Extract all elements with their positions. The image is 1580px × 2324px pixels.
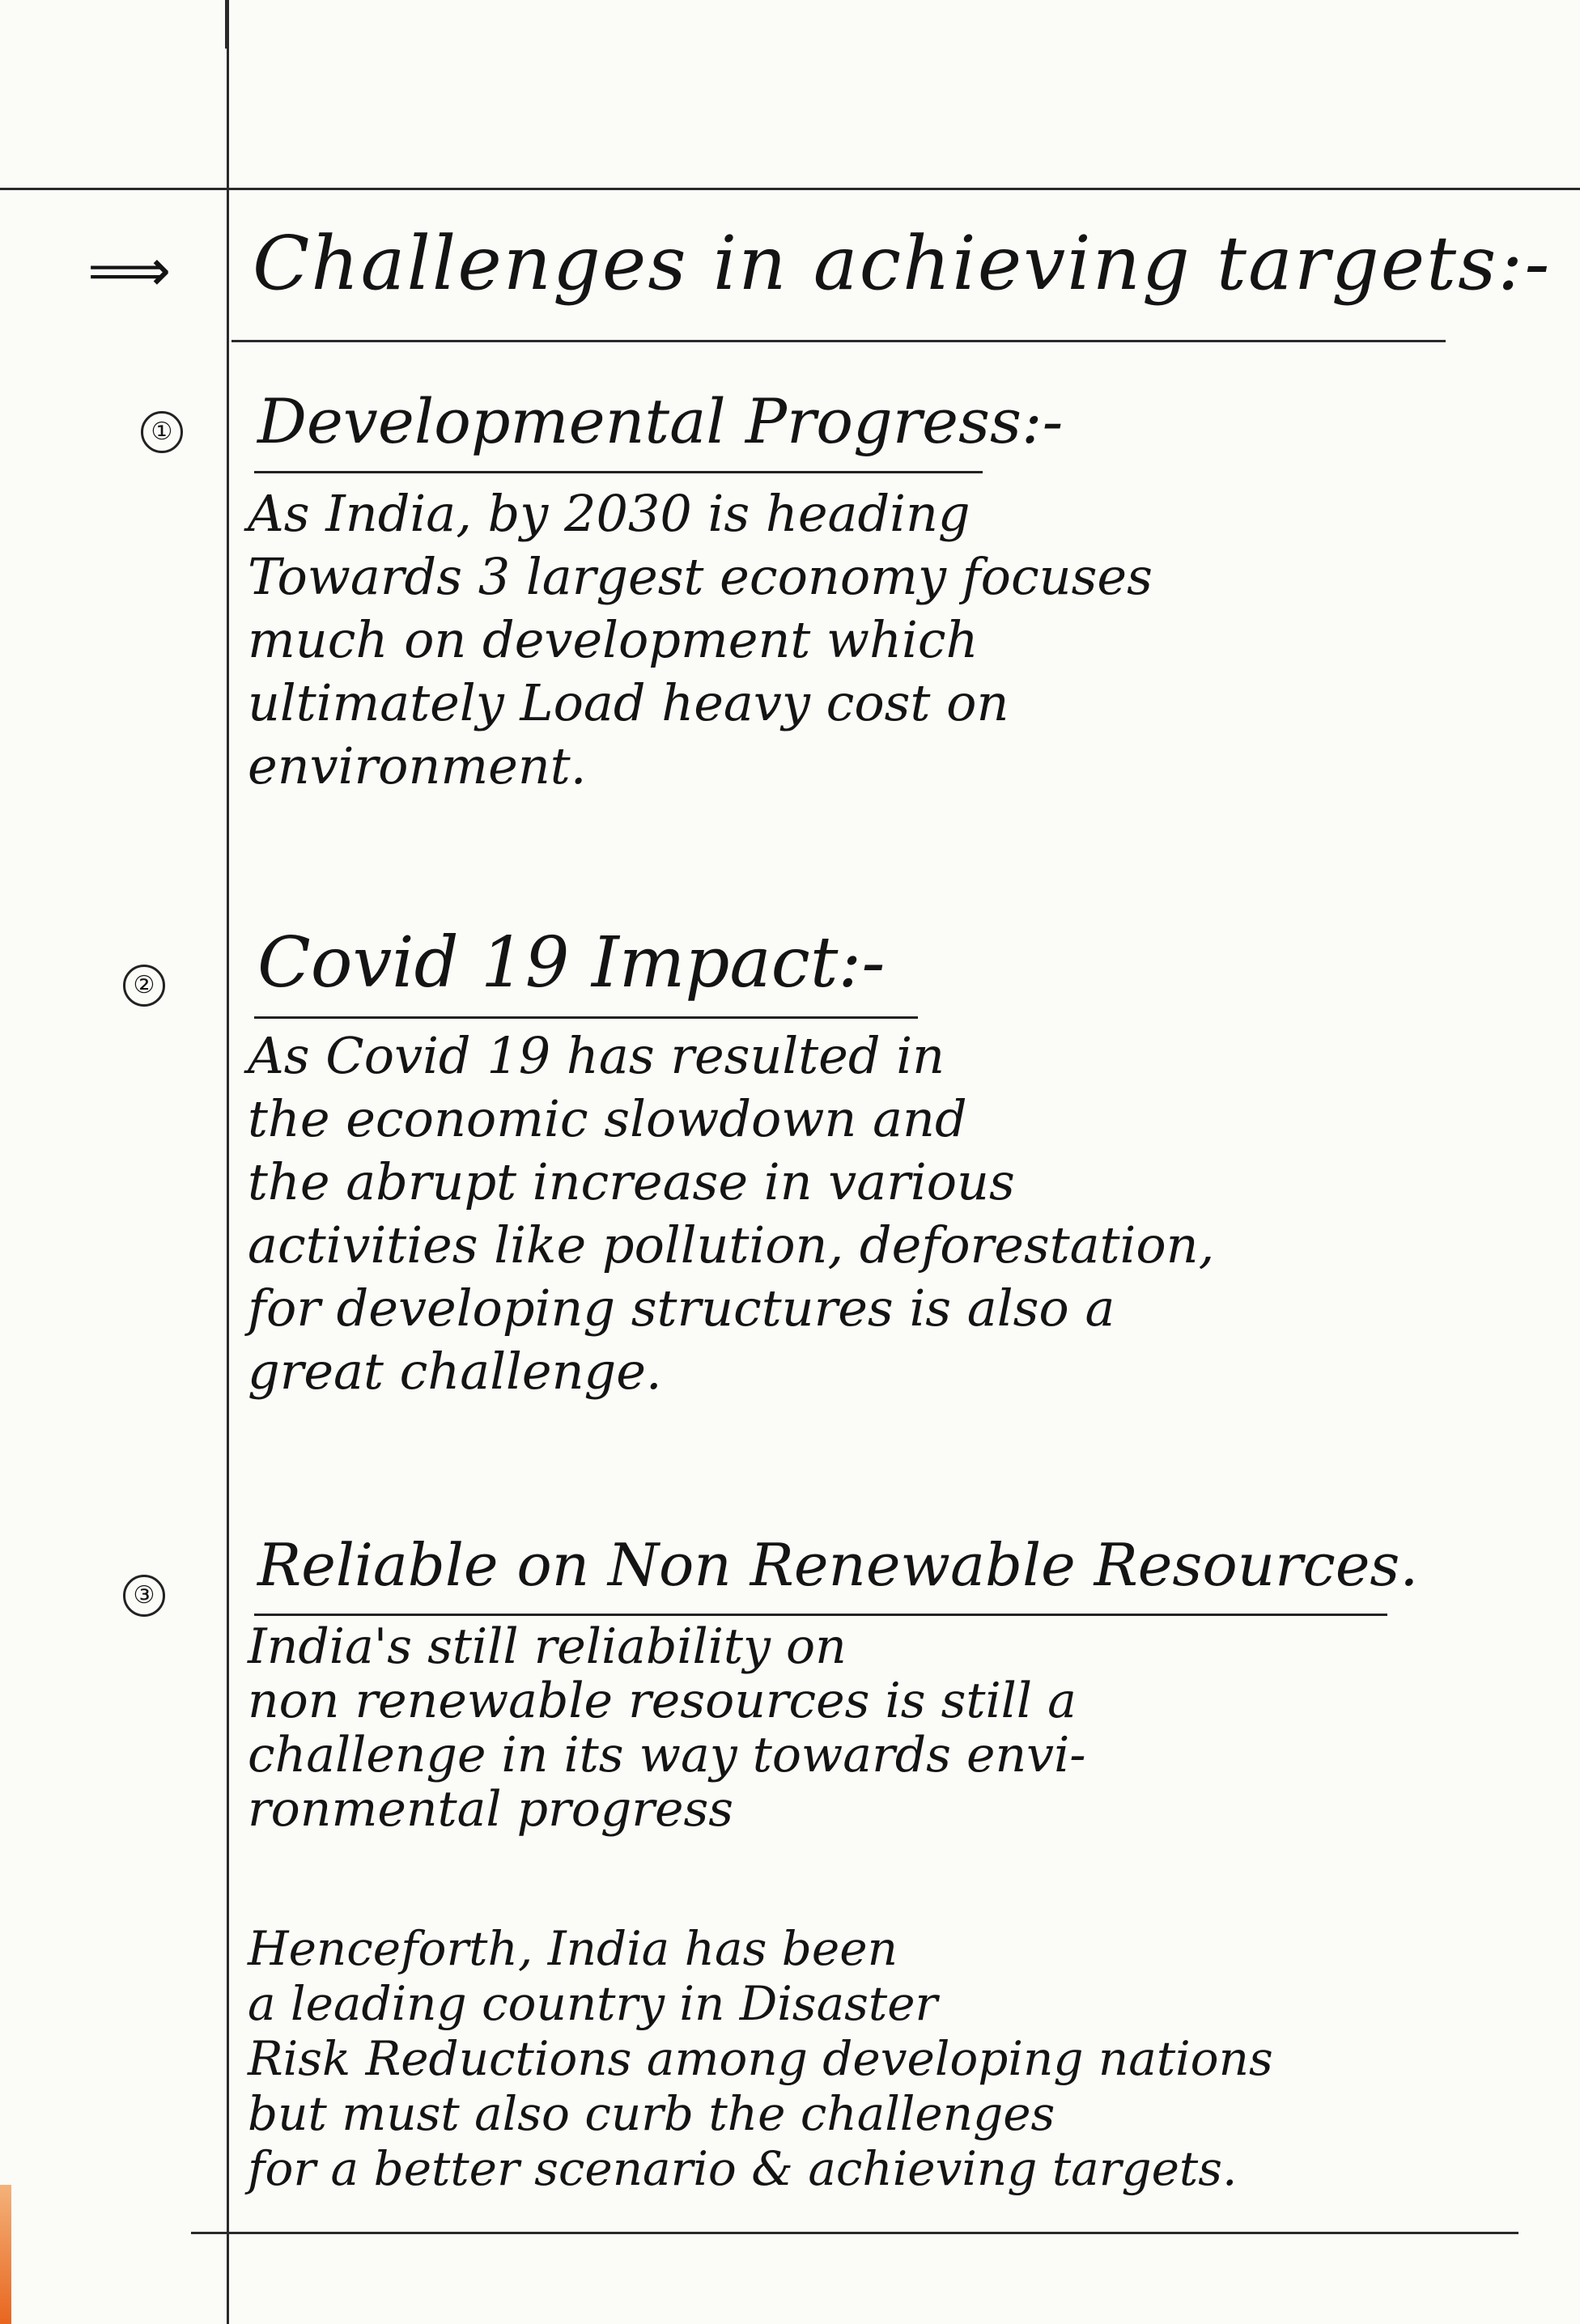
section-body-1: As India, by 2030 is heading Towards 3 largest economy focuses much on development which ultimately Load heavy cost on environment. bbox=[248, 484, 1153, 795]
section-number-3: ③ bbox=[123, 1575, 165, 1617]
bottom-rule-line bbox=[191, 2232, 1518, 2234]
top-rule-line bbox=[0, 188, 1580, 190]
section-body-2: As Covid 19 has resulted in the economic slowdown and the abrupt increase in various activities like pollution, deforestation, for developing structures is also a great challenge. bbox=[248, 1026, 1215, 1401]
section-number-1: ① bbox=[141, 411, 183, 453]
section-heading-underline-2 bbox=[254, 1016, 918, 1019]
section-heading-2: Covid 19 Impact:- bbox=[257, 922, 886, 1003]
section-number-2: ② bbox=[123, 965, 165, 1007]
section-heading-underline-3 bbox=[254, 1614, 1387, 1616]
title-underline bbox=[231, 340, 1446, 342]
margin-line bbox=[227, 0, 229, 2324]
conclusion-paragraph: Henceforth, India has been a leading country in Disaster Risk Reductions among developing nations but must also curb the challenges for a better scenario & achieving targets. bbox=[248, 1921, 1273, 2196]
page-title: Challenges in achieving targets:- bbox=[253, 220, 1552, 307]
section-heading-1: Developmental Progress:- bbox=[257, 385, 1064, 457]
top-margin-stub bbox=[225, 0, 227, 49]
section-body-3: India's still reliability on non renewable resources is still a challenge in its way towards envi- ronmental progress bbox=[248, 1618, 1086, 1838]
page-edge bbox=[0, 2185, 11, 2324]
section-heading-underline-1 bbox=[254, 471, 983, 473]
arrow-icon: ⟹ bbox=[87, 236, 172, 304]
section-heading-3: Reliable on Non Renewable Resources. bbox=[257, 1531, 1419, 1599]
